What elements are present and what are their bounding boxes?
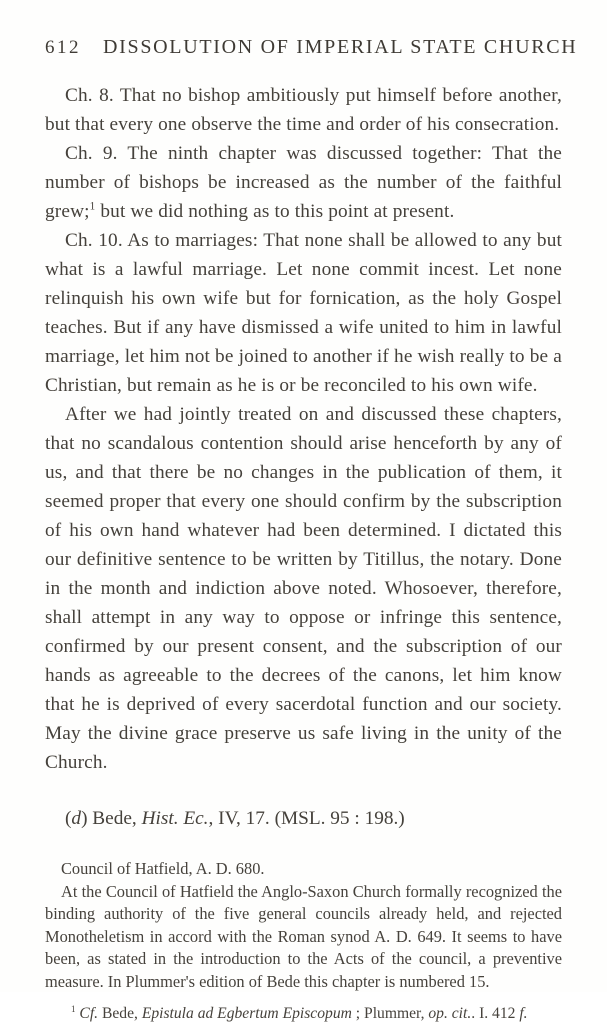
- body-paragraph-ch10: Ch. 10. As to marriages: That none shall be allowed to any but what is a lawful marriage. Let none commit incest. Let none relinquish his own wife but for fornication, as the holy Gospel teaches. But if any have dismissed a wife united to him in lawful marriage, let him not be joined to another if he wish really to be a Christian, but remain as he is or be reconciled to his own wife.: [45, 230, 562, 396]
- main-text: [45, 81, 562, 777]
- note-heading: Council of Hatfield, A. D. 680.: [61, 859, 265, 878]
- body-paragraph-ch9: Ch. 9. The ninth chapter was discussed together: That the number of bishops be increased as the number of the faithful grew;$^1$ but we did nothing as to this point at present.: [45, 143, 562, 222]
- page-header: [45, 36, 578, 59]
- page-number: 612: [45, 37, 81, 58]
- body-paragraph-conclusion: After we had jointly treated on and discussed these chapters, that no scandalous contention should arise henceforth by any of us, and that there be no changes in the publication of them, it seemed proper that every one should confirm by the subscription of his own hand whatever had been determined. I dictated this our definitive sentence to be written by Titillus, the notary. Done in the month and indiction above noted. Whosoever, therefore, shall attempt in any way to oppose or infringe this sentence, confirmed by our present consent, and the subscription of our hands as agreeable to the decrees of the canons, let him know that he is deprived of every sacerdotal function and our society. May the divine grace preserve us safe living in the unity of the Church.: [45, 404, 562, 773]
- notes-section: [45, 858, 562, 994]
- running-header-title: DISSOLUTION OF IMPERIAL STATE CHURCH: [103, 36, 578, 58]
- footnote: $^1$ Cf. Bede, Epistula ad Egbertum Episcopum ; Plummer, op. cit.. I. 412 f.: [71, 1003, 528, 1022]
- note-paragraph: At the Council of Hatfield the Anglo-Saxon Church formally recognized the binding authority of the five general councils already held, and rejected Monotheletism in accord with the Roman synod A. D. 649. It seems to have been, as stated in the introduction to the Acts of the council, a preventive measure. In Plummer's edition of Bede this chapter is numbered 15.: [45, 881, 562, 991]
- body-paragraph-ch8: Ch. 8. That no bishop ambitiously put himself before another, but that every one observe the time and order of his consecration.: [45, 85, 562, 135]
- citation-line: (d) Bede, Hist. Ec., IV, 17. (MSL. 95 : 198.): [65, 808, 405, 829]
